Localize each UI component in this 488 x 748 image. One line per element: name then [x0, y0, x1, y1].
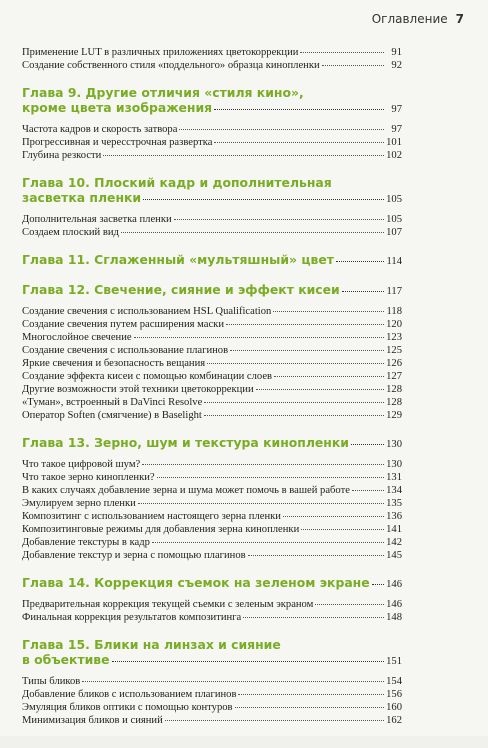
leader-dots	[248, 554, 384, 556]
leader-dots	[372, 583, 384, 585]
chapter-page: 117	[386, 286, 402, 297]
entry-title: Другие возможности этой техники цветокоррекции	[22, 384, 254, 395]
leader-dots	[273, 310, 384, 312]
chapter-title-row	[22, 575, 402, 592]
chapter-title-line2: засветка пленки	[22, 190, 142, 205]
entry-page: 154	[386, 676, 402, 687]
entry-page: 162	[386, 715, 402, 726]
entry-page: 160	[386, 702, 402, 713]
leader-dots	[174, 218, 384, 220]
entry-title: Эмуляция бликов оптики с помощью контуров	[22, 702, 233, 713]
top-entries	[22, 46, 402, 72]
entry-title: Создание свечения с использованием HSL Qualification	[22, 306, 272, 317]
entry-title: Применение LUT в различных приложениях цветокоррекции	[22, 47, 299, 58]
entry-title: Композитинговые режимы для добавления зерна кинопленки	[22, 524, 300, 535]
chapter-title-row	[22, 652, 402, 669]
entry-page: 135	[386, 498, 402, 509]
entry-page: 131	[386, 472, 402, 483]
entry-title: Создание эффекта кисеи с помощью комбинации слоев	[22, 371, 273, 382]
leader-dots	[230, 349, 384, 351]
entry-page: 97	[391, 124, 402, 135]
chapter-block	[22, 435, 402, 562]
chapter-page: 130	[386, 439, 402, 450]
chapter-block	[22, 637, 402, 727]
entry-page: 128	[386, 397, 402, 408]
leader-dots	[165, 719, 384, 721]
entry-page: 145	[386, 550, 402, 561]
leader-dots	[207, 362, 384, 364]
leader-dots	[315, 603, 384, 605]
chapter-title-line1: Глава 15. Блики на линзах и сияние	[22, 637, 281, 652]
toc-entry[interactable]	[22, 471, 402, 484]
entry-title: Минимизация бликов и сияний	[22, 715, 163, 726]
chapter-block	[22, 282, 402, 422]
entry-page: 146	[386, 599, 402, 610]
chapter-title-row	[22, 435, 402, 452]
toc-entry[interactable]	[22, 331, 402, 344]
chapter-heading[interactable]	[22, 637, 402, 669]
entry-title: Оператор Soften (смягчение) в Baselight	[22, 410, 202, 421]
entry-page: 129	[386, 410, 402, 421]
chapter-title-line2: Глава 14. Коррекция съемок на зеленом экране	[22, 575, 370, 590]
chapter-heading[interactable]	[22, 175, 402, 207]
table-of-contents	[22, 46, 402, 727]
entry-page: 120	[386, 319, 402, 330]
entry-page: 105	[386, 214, 402, 225]
toc-entry[interactable]	[22, 46, 402, 59]
chapter-title-line2: кроме цвета изображения	[22, 100, 213, 115]
leader-dots	[142, 463, 384, 465]
toc-entry[interactable]	[22, 123, 402, 136]
entry-page: 130	[386, 459, 402, 470]
entry-title: Добавление текстуры в кадр	[22, 537, 150, 548]
toc-entry[interactable]	[22, 549, 402, 562]
chapter-list	[22, 85, 402, 727]
entry-page: 125	[386, 345, 402, 356]
toc-entry[interactable]	[22, 149, 402, 162]
chapter-title-row	[22, 252, 402, 269]
toc-entry[interactable]	[22, 396, 402, 409]
leader-dots	[351, 443, 384, 445]
leader-dots	[214, 108, 384, 110]
leader-dots	[138, 502, 384, 504]
chapter-page: 97	[391, 104, 402, 115]
toc-entry[interactable]	[22, 226, 402, 239]
leader-dots	[121, 231, 384, 233]
entry-title: Эмулируем зерно пленки	[22, 498, 136, 509]
leader-dots	[336, 260, 384, 262]
entry-title: Создание свечения с использование плагинов	[22, 345, 229, 356]
entry-title: Дополнительная засветка пленки	[22, 214, 172, 225]
entry-title: Создание свечения путем расширения маски	[22, 319, 224, 330]
chapter-block	[22, 252, 402, 269]
entry-title: Многослойное свечение	[22, 332, 132, 343]
chapter-title-line2: Глава 11. Сглаженный «мультяшный» цвет	[22, 252, 334, 267]
entry-page: 123	[386, 332, 402, 343]
toc-entry[interactable]	[22, 611, 402, 624]
toc-entry[interactable]	[22, 510, 402, 523]
chapter-block	[22, 85, 402, 162]
leader-dots	[235, 706, 384, 708]
chapter-title-line1: Глава 9. Другие отличия «стиля кино»,	[22, 85, 304, 100]
chapter-page: 114	[386, 256, 402, 267]
chapter-heading[interactable]	[22, 85, 402, 117]
chapter-title-line2: Глава 12. Свечение, сияние и эффект кисеи	[22, 282, 340, 297]
leader-dots	[352, 489, 384, 491]
chapter-page: 151	[386, 656, 402, 667]
toc-entry[interactable]	[22, 701, 402, 714]
header-title: Оглавление	[371, 12, 448, 26]
chapter-page: 105	[386, 194, 402, 205]
chapter-title-line1: Глава 10. Плоский кадр и дополнительная	[22, 175, 332, 190]
page-number: 7	[455, 12, 464, 26]
chapter-page: 146	[386, 579, 402, 590]
entry-title: Добавление текстур и зерна с помощью плагинов	[22, 550, 246, 561]
entry-title: Глубина резкости	[22, 150, 102, 161]
toc-entry[interactable]	[22, 383, 402, 396]
chapter-title-row	[22, 282, 402, 299]
entry-title: Добавление бликов с использованием плагинов	[22, 689, 237, 700]
toc-entry[interactable]	[22, 675, 402, 688]
toc-entry[interactable]	[22, 536, 402, 549]
leader-dots	[322, 64, 384, 66]
toc-entry[interactable]	[22, 497, 402, 510]
entry-page: 156	[386, 689, 402, 700]
entry-page: 118	[386, 306, 402, 317]
entry-title: Типы бликов	[22, 676, 81, 687]
toc-entry[interactable]	[22, 357, 402, 370]
entry-title: Композитинг с использованием настоящего зерна пленки	[22, 511, 281, 522]
leader-dots	[157, 476, 384, 478]
chapter-block	[22, 175, 402, 239]
entry-page: 102	[386, 150, 402, 161]
entry-title: Создание собственного стиля «поддельного» образца кинопленки	[22, 60, 320, 71]
entry-title: Прогрессивная и чересстрочная развертка	[22, 137, 213, 148]
chapter-heading[interactable]	[22, 252, 402, 269]
leader-dots	[179, 128, 384, 130]
chapter-title-row	[22, 190, 402, 207]
leader-dots	[134, 336, 384, 338]
toc-entry[interactable]	[22, 598, 402, 611]
leader-dots	[301, 528, 384, 530]
chapter-block	[22, 575, 402, 624]
toc-entry[interactable]	[22, 305, 402, 318]
leader-dots	[226, 323, 384, 325]
entry-title: Финальная коррекция результатов композитинга	[22, 612, 242, 623]
entry-page: 148	[386, 612, 402, 623]
leader-dots	[143, 198, 384, 200]
leader-dots	[243, 616, 384, 618]
leader-dots	[103, 154, 384, 156]
toc-entry[interactable]	[22, 714, 402, 727]
entry-title: Что такое цифровой шум?	[22, 459, 141, 470]
running-header	[372, 12, 464, 26]
chapter-heading[interactable]	[22, 282, 402, 299]
toc-entry[interactable]	[22, 318, 402, 331]
entry-page: 107	[386, 227, 402, 238]
chapter-heading[interactable]	[22, 575, 402, 592]
entry-title: Яркие свечения и безопасность вещания	[22, 358, 206, 369]
toc-entry[interactable]	[22, 409, 402, 422]
toc-entry[interactable]	[22, 484, 402, 497]
toc-entry[interactable]	[22, 458, 402, 471]
entry-page: 142	[386, 537, 402, 548]
leader-dots	[283, 515, 384, 517]
entry-title: Частота кадров и скорость затвора	[22, 124, 178, 135]
entry-page: 127	[386, 371, 402, 382]
leader-dots	[256, 388, 384, 390]
page-edge	[0, 736, 488, 748]
leader-dots	[274, 375, 384, 377]
chapter-title-line2: в объективе	[22, 652, 110, 667]
entry-page: 136	[386, 511, 402, 522]
toc-entry[interactable]	[22, 370, 402, 383]
leader-dots	[152, 541, 384, 543]
leader-dots	[214, 141, 384, 143]
entry-page: 126	[386, 358, 402, 369]
chapter-title-line2: Глава 13. Зерно, шум и текстура кинопленки	[22, 435, 349, 450]
entry-page: 134	[386, 485, 402, 496]
entry-page: 92	[391, 60, 402, 71]
entry-page: 141	[386, 524, 402, 535]
chapter-heading[interactable]	[22, 435, 402, 452]
toc-entry[interactable]	[22, 213, 402, 226]
toc-entry[interactable]	[22, 136, 402, 149]
entry-page: 128	[386, 384, 402, 395]
entry-title: Предварительная коррекция текущей съемки с зеленым экраном	[22, 599, 314, 610]
entry-page: 91	[391, 47, 402, 58]
entry-title: Что такое зерно кинопленки?	[22, 472, 155, 483]
entry-title: «Туман», встроенный в DaVinci Resolve	[22, 397, 203, 408]
entry-page: 101	[386, 137, 402, 148]
entry-title: В каких случаях добавление зерна и шума может помочь в вашей работе	[22, 485, 350, 496]
toc-entry[interactable]	[22, 344, 402, 357]
leader-dots	[112, 660, 384, 662]
toc-entry[interactable]	[22, 523, 402, 536]
leader-dots	[300, 51, 384, 53]
toc-entry[interactable]	[22, 688, 402, 701]
leader-dots	[238, 693, 384, 695]
toc-entry[interactable]	[22, 59, 402, 72]
leader-dots	[82, 680, 384, 682]
leader-dots	[342, 290, 384, 292]
leader-dots	[204, 401, 384, 403]
chapter-title-row	[22, 100, 402, 117]
leader-dots	[204, 414, 384, 416]
entry-title: Создаем плоский вид	[22, 227, 119, 238]
